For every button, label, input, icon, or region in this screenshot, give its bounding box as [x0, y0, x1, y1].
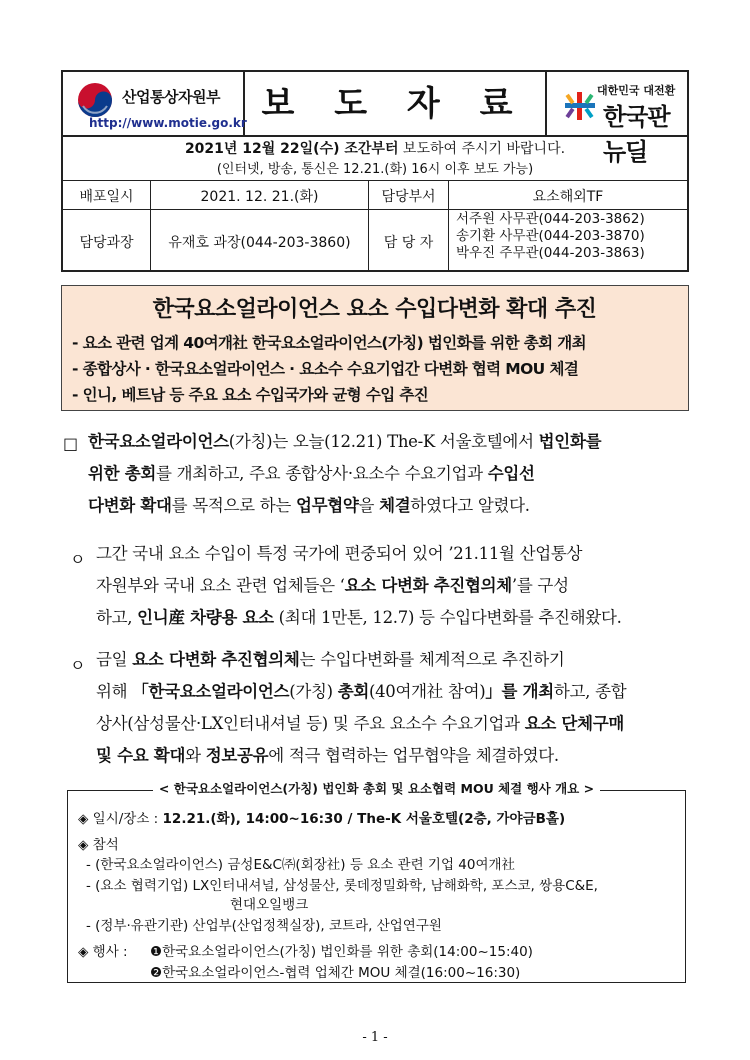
paragraph-line: 하고, 인니産 차량용 요소 (최대 1만톤, 12.7) 등 수입다변화를 추진해왔다.	[96, 608, 622, 627]
staff-label: 담 당 자	[383, 235, 434, 251]
event-program-label: ◈ 행사 :	[78, 944, 128, 960]
event-overview-title: < 한국요소얼라이언스(가칭) 법인화 총회 및 요소협력 MOU 체결 행사 개요 >	[67, 779, 686, 797]
press-header-table	[61, 70, 689, 272]
attendee-group: - (정부·유관기관) 산업부(산업정책실장), 코트라, 산업연구원	[86, 918, 442, 934]
staff-contact: 송기환 사무관(044-203-3870)	[456, 228, 645, 244]
paragraph-marker: □	[63, 434, 79, 453]
paragraph-marker: ㅇ	[70, 550, 86, 569]
attendee-group: - (한국요소얼라이언스) 금성E&C㈜(회장社) 등 요소 관련 기업 40여개社	[86, 857, 516, 873]
staff-contacts	[456, 211, 645, 262]
paragraph-line: 자원부와 국내 요소 관련 업체들은 ‘요소 다변화 추진협의체’를 구성	[96, 576, 569, 595]
embargo-text: 보도하여 주시기 바랍니다.	[398, 141, 566, 157]
embargo-note: (인터넷, 방송, 통신은 12.21.(화) 16시 이후 보도 가능)	[216, 162, 534, 177]
brand-name: 한국판뉴딜	[603, 103, 670, 166]
attendee-group-continued: 현대오일뱅크	[230, 897, 309, 913]
paragraph-marker: ㅇ	[70, 656, 86, 675]
embargo-date: 2021년 12월 22일(수) 조간부터	[184, 141, 399, 157]
department-label: 담당부서	[381, 189, 436, 205]
press-release-title: 보 도 자 료	[261, 84, 527, 124]
paragraph-line: 다변화 확대를 목적으로 하는 업무협약을 체결하였다고 알렸다.	[88, 496, 530, 515]
distribution-date: 2021. 12. 21.(화)	[200, 189, 319, 205]
lead-paragraph	[88, 426, 708, 522]
paragraph-line: 그간 국내 요소 수입이 특정 국가에 편중되어 있어 ’21.11월 산업통상	[96, 544, 583, 563]
headline-subtitle: - 종합상사 · 한국요소얼라이언스 · 요소수 수요기업간 다변화 협력 MOU 체결	[72, 360, 579, 378]
manager-contact: 유재호 과장(044-203-3860)	[168, 235, 351, 251]
brand-slogan: 대한민국 대전환	[597, 84, 676, 97]
paragraph-line: 한국요소얼라이언스(가칭)는 오늘(12.21) The-K 서울호텔에서 법인화를	[88, 432, 602, 451]
taegeuk-emblem-icon	[75, 80, 115, 120]
event-program-item: ❶한국요소얼라이언스(가칭) 법인화를 위한 총회(14:00~15:40)	[150, 944, 533, 960]
embargo-notice	[63, 138, 687, 158]
ministry-name: 산업통상자원부	[122, 88, 220, 106]
ministry-url-link[interactable]: http://www.motie.go.kr	[89, 116, 247, 130]
event-schedule: ◈ 일시/장소 : 12.21.(화), 14:00~16:30 / The-K 서울호텔(2층, 가야금B홀)	[78, 811, 566, 827]
headline-title: 한국요소얼라이언스 요소 수입다변화 확대 추진	[152, 297, 597, 322]
new-deal-logo-icon	[563, 90, 597, 122]
background-paragraph	[96, 538, 708, 634]
manager-label: 담당과장	[79, 235, 134, 251]
headline-subtitle: - 요소 관련 업계 40여개社 한국요소얼라이언스(가칭) 법인화를 위한 총회 개최	[72, 334, 587, 352]
paragraph-line: 위해 「한국요소얼라이언스(가칭) 총회(40여개社 참여)」를 개최하고, 종합	[96, 682, 627, 701]
department-name: 요소해외TF	[532, 189, 604, 205]
agreement-paragraph	[96, 644, 708, 772]
page-number: - 1 -	[362, 1030, 388, 1045]
staff-contact: 박우진 주무관(044-203-3863)	[456, 245, 645, 261]
paragraph-line: 상사(삼성물산·LX인터내셔널 등) 및 주요 요소수 수요기업과 요소 단체구매	[96, 714, 624, 733]
paragraph-line: 및 수요 확대와 정보공유에 적극 협력하는 업무협약을 체결하였다.	[96, 746, 559, 765]
paragraph-line: 위한 총회를 개최하고, 주요 종합상사·요소수 수요기업과 수입선	[88, 464, 535, 483]
event-attendees-label: ◈ 참석	[78, 837, 119, 853]
event-program-item: ❷한국요소얼라이언스-협력 업체간 MOU 체결(16:00~16:30)	[150, 965, 521, 981]
ministry-logo-block	[63, 72, 247, 136]
headline-subtitle: - 인니, 베트남 등 주요 요소 수입국가와 균형 수입 추진	[72, 386, 429, 404]
paragraph-line: 금일 요소 다변화 추진협의체는 수입다변화를 체계적으로 추진하기	[96, 650, 565, 669]
attendee-group: - (요소 협력기업) LX인터내셔널, 삼성물산, 롯데정밀화학, 남해화학, 포스코, 쌍용C&E,	[86, 878, 598, 894]
staff-contact: 서주원 사무관(044-203-3862)	[456, 211, 645, 227]
distribution-date-label: 배포일시	[79, 189, 134, 205]
headline-box	[61, 285, 689, 411]
